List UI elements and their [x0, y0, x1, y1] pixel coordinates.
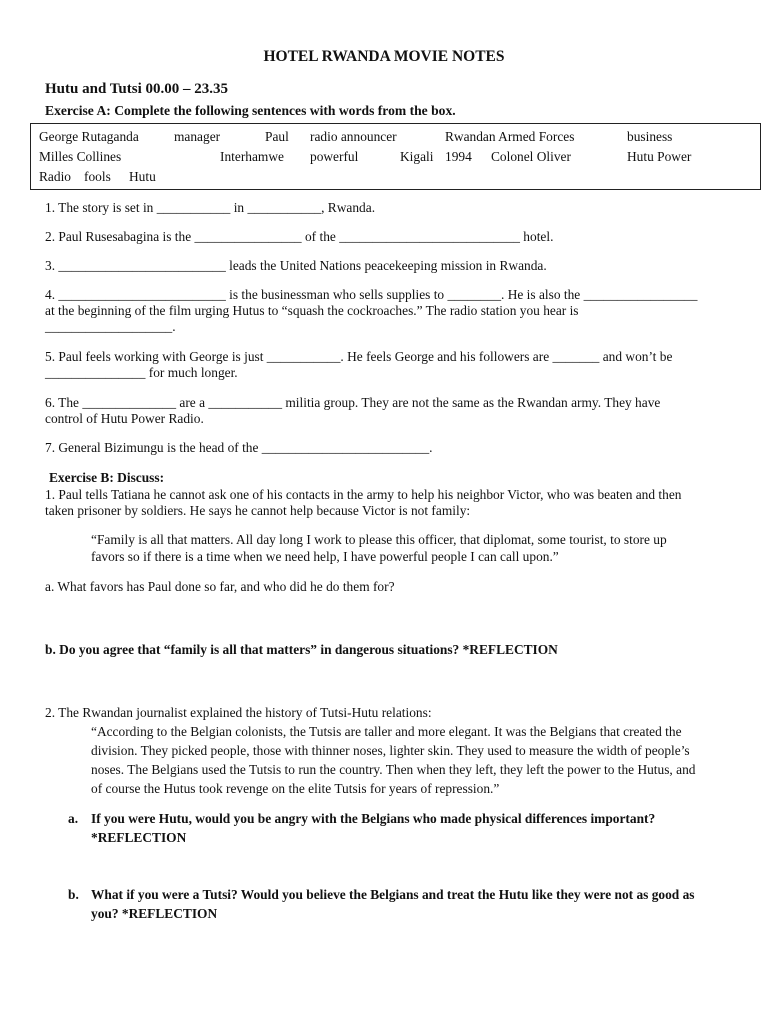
exercise-b-q2a-line-2: *REFLECTION [91, 830, 187, 845]
exercise-b-q2b-line-1: What if you were a Tutsi? Would you believe the Belgians and treat the Hutu like they were not as good as [91, 887, 695, 902]
word-manager: manager [174, 129, 221, 144]
exercise-b-q1-line-2: taken prisoner by soldiers. He says he cannot help because Victor is not family: [45, 503, 471, 518]
word-milles-collines: Milles Collines [39, 149, 122, 164]
exercise-b-q2a-marker: a. [68, 811, 79, 826]
quote-2-line-1: “According to the Belgian colonists, the Tutsis are taller and more elegant. It was the Belgians that created the [91, 724, 682, 739]
word-interhamwe: Interhamwe [220, 149, 284, 164]
page-title: HOTEL RWANDA MOVIE NOTES [263, 48, 505, 65]
question-6-line-2: control of Hutu Power Radio. [45, 411, 204, 426]
question-2: 2. Paul Rusesabagina is the ________________ of the ___________________________ hotel. [45, 229, 554, 244]
exercise-b-q2b-line-2: you? *REFLECTION [91, 906, 218, 921]
question-5-line-1: 5. Paul feels working with George is just ___________. He feels George and his followers are _______ and won’t be [45, 349, 673, 364]
exercise-b-q1-line-1: 1. Paul tells Tatiana he cannot ask one of his contacts in the army to help his neighbor Victor, who was beaten and then [45, 487, 682, 502]
quote-1-line-2: favors so if there is a time when we need help, I have powerful people I can call upon.” [91, 549, 559, 564]
question-7: 7. General Bizimungu is the head of the _________________________. [45, 440, 433, 455]
question-4-line-3: ___________________. [45, 319, 176, 334]
exercise-b-heading: Exercise B: Discuss: [49, 470, 165, 485]
word-colonel-oliver: Colonel Oliver [491, 149, 571, 164]
word-hutu: Hutu [129, 169, 156, 184]
word-george-rutaganda: George Rutaganda [39, 129, 139, 144]
question-4-line-2: at the beginning of the film urging Hutus to “squash the cockroaches.” The radio station you hear is [45, 303, 579, 318]
quote-1-line-1: “Family is all that matters. All day long I work to please this officer, that diplomat, some tourist, to store up [91, 532, 667, 547]
question-1: 1. The story is set in ___________ in ___________, Rwanda. [45, 200, 376, 215]
quote-2-line-3: noses. The Belgians used the Tutsis to run the country. Then when they left, they left the power to the Hutus, and [91, 762, 696, 777]
question-5-line-2: _______________ for much longer. [45, 365, 238, 380]
word-radio-announcer: radio announcer [310, 129, 397, 144]
word-hutu-power: Hutu Power [627, 149, 692, 164]
question-3: 3. _________________________ leads the United Nations peacekeeping mission in Rwanda. [45, 258, 547, 273]
word-fools: fools [84, 169, 111, 184]
word-paul: Paul [265, 129, 289, 144]
question-6-line-1: 6. The ______________ are a ___________ militia group. They are not the same as the Rwandan army. They have [45, 395, 661, 410]
exercise-b-q2b-marker: b. [68, 887, 79, 902]
exercise-b-q2a-line-1: If you were Hutu, would you be angry with the Belgians who made physical differences important? [91, 811, 656, 826]
word-kigali: Kigali [400, 149, 434, 164]
quote-2-line-4: of course the Hutus took revenge on the elite Tutsis for years of repression.” [91, 781, 500, 796]
word-radio: Radio [39, 169, 71, 184]
exercise-a-instruction: Exercise A: Complete the following sentences with words from the box. [45, 103, 456, 118]
word-business: business [627, 129, 673, 144]
word-box [30, 123, 761, 190]
exercise-b-q2-intro: 2. The Rwandan journalist explained the history of Tutsi-Hutu relations: [45, 705, 432, 720]
question-4-line-1: 4. _________________________ is the businessman who sells supplies to ________. He is also the _________________ [45, 287, 698, 302]
exercise-b-q1a: a. What favors has Paul done so far, and who did he do them for? [45, 579, 395, 594]
section-heading: Hutu and Tutsi 00.00 – 23.35 [45, 81, 228, 97]
word-powerful: powerful [310, 149, 359, 164]
word-rwandan-armed-forces: Rwandan Armed Forces [445, 129, 575, 144]
exercise-b-q1b: b. Do you agree that “family is all that matters” in dangerous situations? *REFLECTION [45, 642, 558, 657]
word-year: 1994 [445, 149, 472, 164]
quote-2-line-2: division. They picked people, those with thinner noses, lighter skin. They used to measure the width of people’s [91, 743, 690, 758]
